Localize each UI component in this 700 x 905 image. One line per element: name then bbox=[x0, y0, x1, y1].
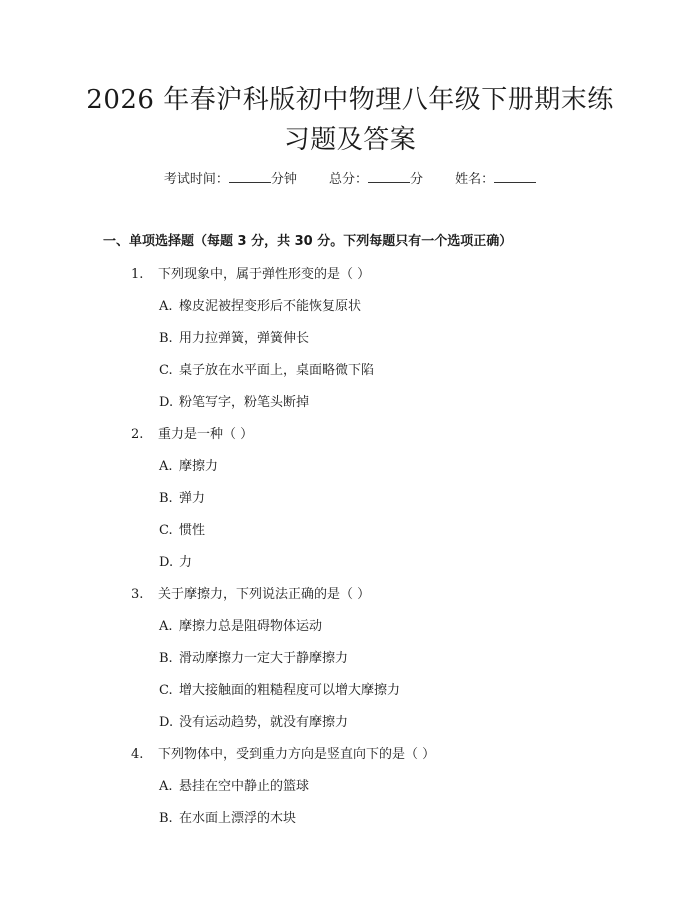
name-label: 姓名： bbox=[455, 172, 495, 187]
option-letter: A. bbox=[159, 299, 173, 314]
option-3b bbox=[159, 647, 348, 666]
option-letter: B. bbox=[159, 491, 173, 506]
option-letter: D. bbox=[159, 555, 174, 570]
title-line-2: 习题及答案 bbox=[283, 125, 417, 155]
option-text: 没有运动趋势，就没有摩擦力 bbox=[179, 715, 349, 730]
total-score-label: 总分： bbox=[328, 172, 368, 187]
option-3d bbox=[159, 711, 348, 730]
exam-time-blank bbox=[229, 169, 271, 183]
name-blank bbox=[494, 169, 536, 183]
option-text: 粉笔写字，粉笔头断掉 bbox=[179, 395, 310, 410]
total-score-blank bbox=[368, 169, 410, 183]
question-text: 关于摩擦力，下列说法正确的是（ ） bbox=[158, 587, 371, 602]
exam-time-field bbox=[164, 172, 297, 187]
question-number: 3. bbox=[131, 587, 144, 602]
exam-meta bbox=[0, 168, 700, 187]
section-title: 一、单项选择题（每题 3 分，共 30 分。下列每题只有一个选项正确） bbox=[103, 234, 513, 249]
question-text: 重力是一种（ ） bbox=[158, 427, 254, 442]
option-text: 惯性 bbox=[179, 523, 206, 538]
option-2d bbox=[159, 551, 192, 570]
question-4 bbox=[131, 743, 435, 762]
exam-time-label: 考试时间： bbox=[163, 172, 229, 187]
option-2c bbox=[159, 519, 205, 538]
option-text: 在水面上漂浮的木块 bbox=[179, 811, 297, 826]
option-letter: D. bbox=[159, 395, 174, 410]
option-letter: C. bbox=[159, 363, 173, 378]
name-field bbox=[455, 172, 536, 187]
option-2b bbox=[159, 487, 205, 506]
question-number: 4. bbox=[131, 747, 144, 762]
option-1d bbox=[159, 391, 309, 410]
option-letter: C. bbox=[159, 523, 173, 538]
option-text: 力 bbox=[179, 555, 193, 570]
option-letter: A. bbox=[159, 779, 173, 794]
option-4a bbox=[159, 775, 309, 794]
question-text: 下列现象中，属于弹性形变的是（ ） bbox=[158, 267, 371, 282]
exam-time-unit: 分钟 bbox=[270, 172, 297, 187]
option-3a bbox=[159, 615, 322, 634]
option-letter: C. bbox=[159, 683, 173, 698]
option-text: 橡皮泥被捏变形后不能恢复原状 bbox=[179, 299, 362, 314]
option-text: 滑动摩擦力一定大于静摩擦力 bbox=[179, 651, 349, 666]
question-1 bbox=[131, 263, 370, 282]
option-4b bbox=[159, 807, 296, 826]
option-text: 桌子放在水平面上，桌面略微下陷 bbox=[179, 363, 375, 378]
option-2a bbox=[159, 455, 218, 474]
option-text: 弹力 bbox=[179, 491, 206, 506]
option-text: 摩擦力 bbox=[179, 459, 219, 474]
document-title bbox=[80, 80, 620, 160]
question-text: 下列物体中，受到重力方向是竖直向下的是（ ） bbox=[158, 747, 436, 762]
option-letter: D. bbox=[159, 715, 174, 730]
option-letter: B. bbox=[159, 651, 173, 666]
option-1b bbox=[159, 327, 309, 346]
option-text: 悬挂在空中静止的篮球 bbox=[179, 779, 310, 794]
total-score-field bbox=[329, 172, 423, 187]
question-2 bbox=[131, 423, 253, 442]
total-score-unit: 分 bbox=[410, 172, 424, 187]
option-1a bbox=[159, 295, 361, 314]
option-letter: A. bbox=[159, 459, 173, 474]
option-letter: B. bbox=[159, 811, 173, 826]
question-3 bbox=[131, 583, 370, 602]
option-letter: B. bbox=[159, 331, 173, 346]
option-text: 增大接触面的粗糙程度可以增大摩擦力 bbox=[179, 683, 401, 698]
option-letter: A. bbox=[159, 619, 173, 634]
question-number: 2. bbox=[131, 427, 144, 442]
option-text: 摩擦力总是阻碍物体运动 bbox=[179, 619, 323, 634]
title-line-1: 2026 年春沪科版初中物理八年级下册期末练 bbox=[86, 85, 614, 115]
option-text: 用力拉弹簧，弹簧伸长 bbox=[179, 331, 310, 346]
question-number: 1. bbox=[131, 267, 144, 282]
option-1c bbox=[159, 359, 374, 378]
option-3c bbox=[159, 679, 400, 698]
